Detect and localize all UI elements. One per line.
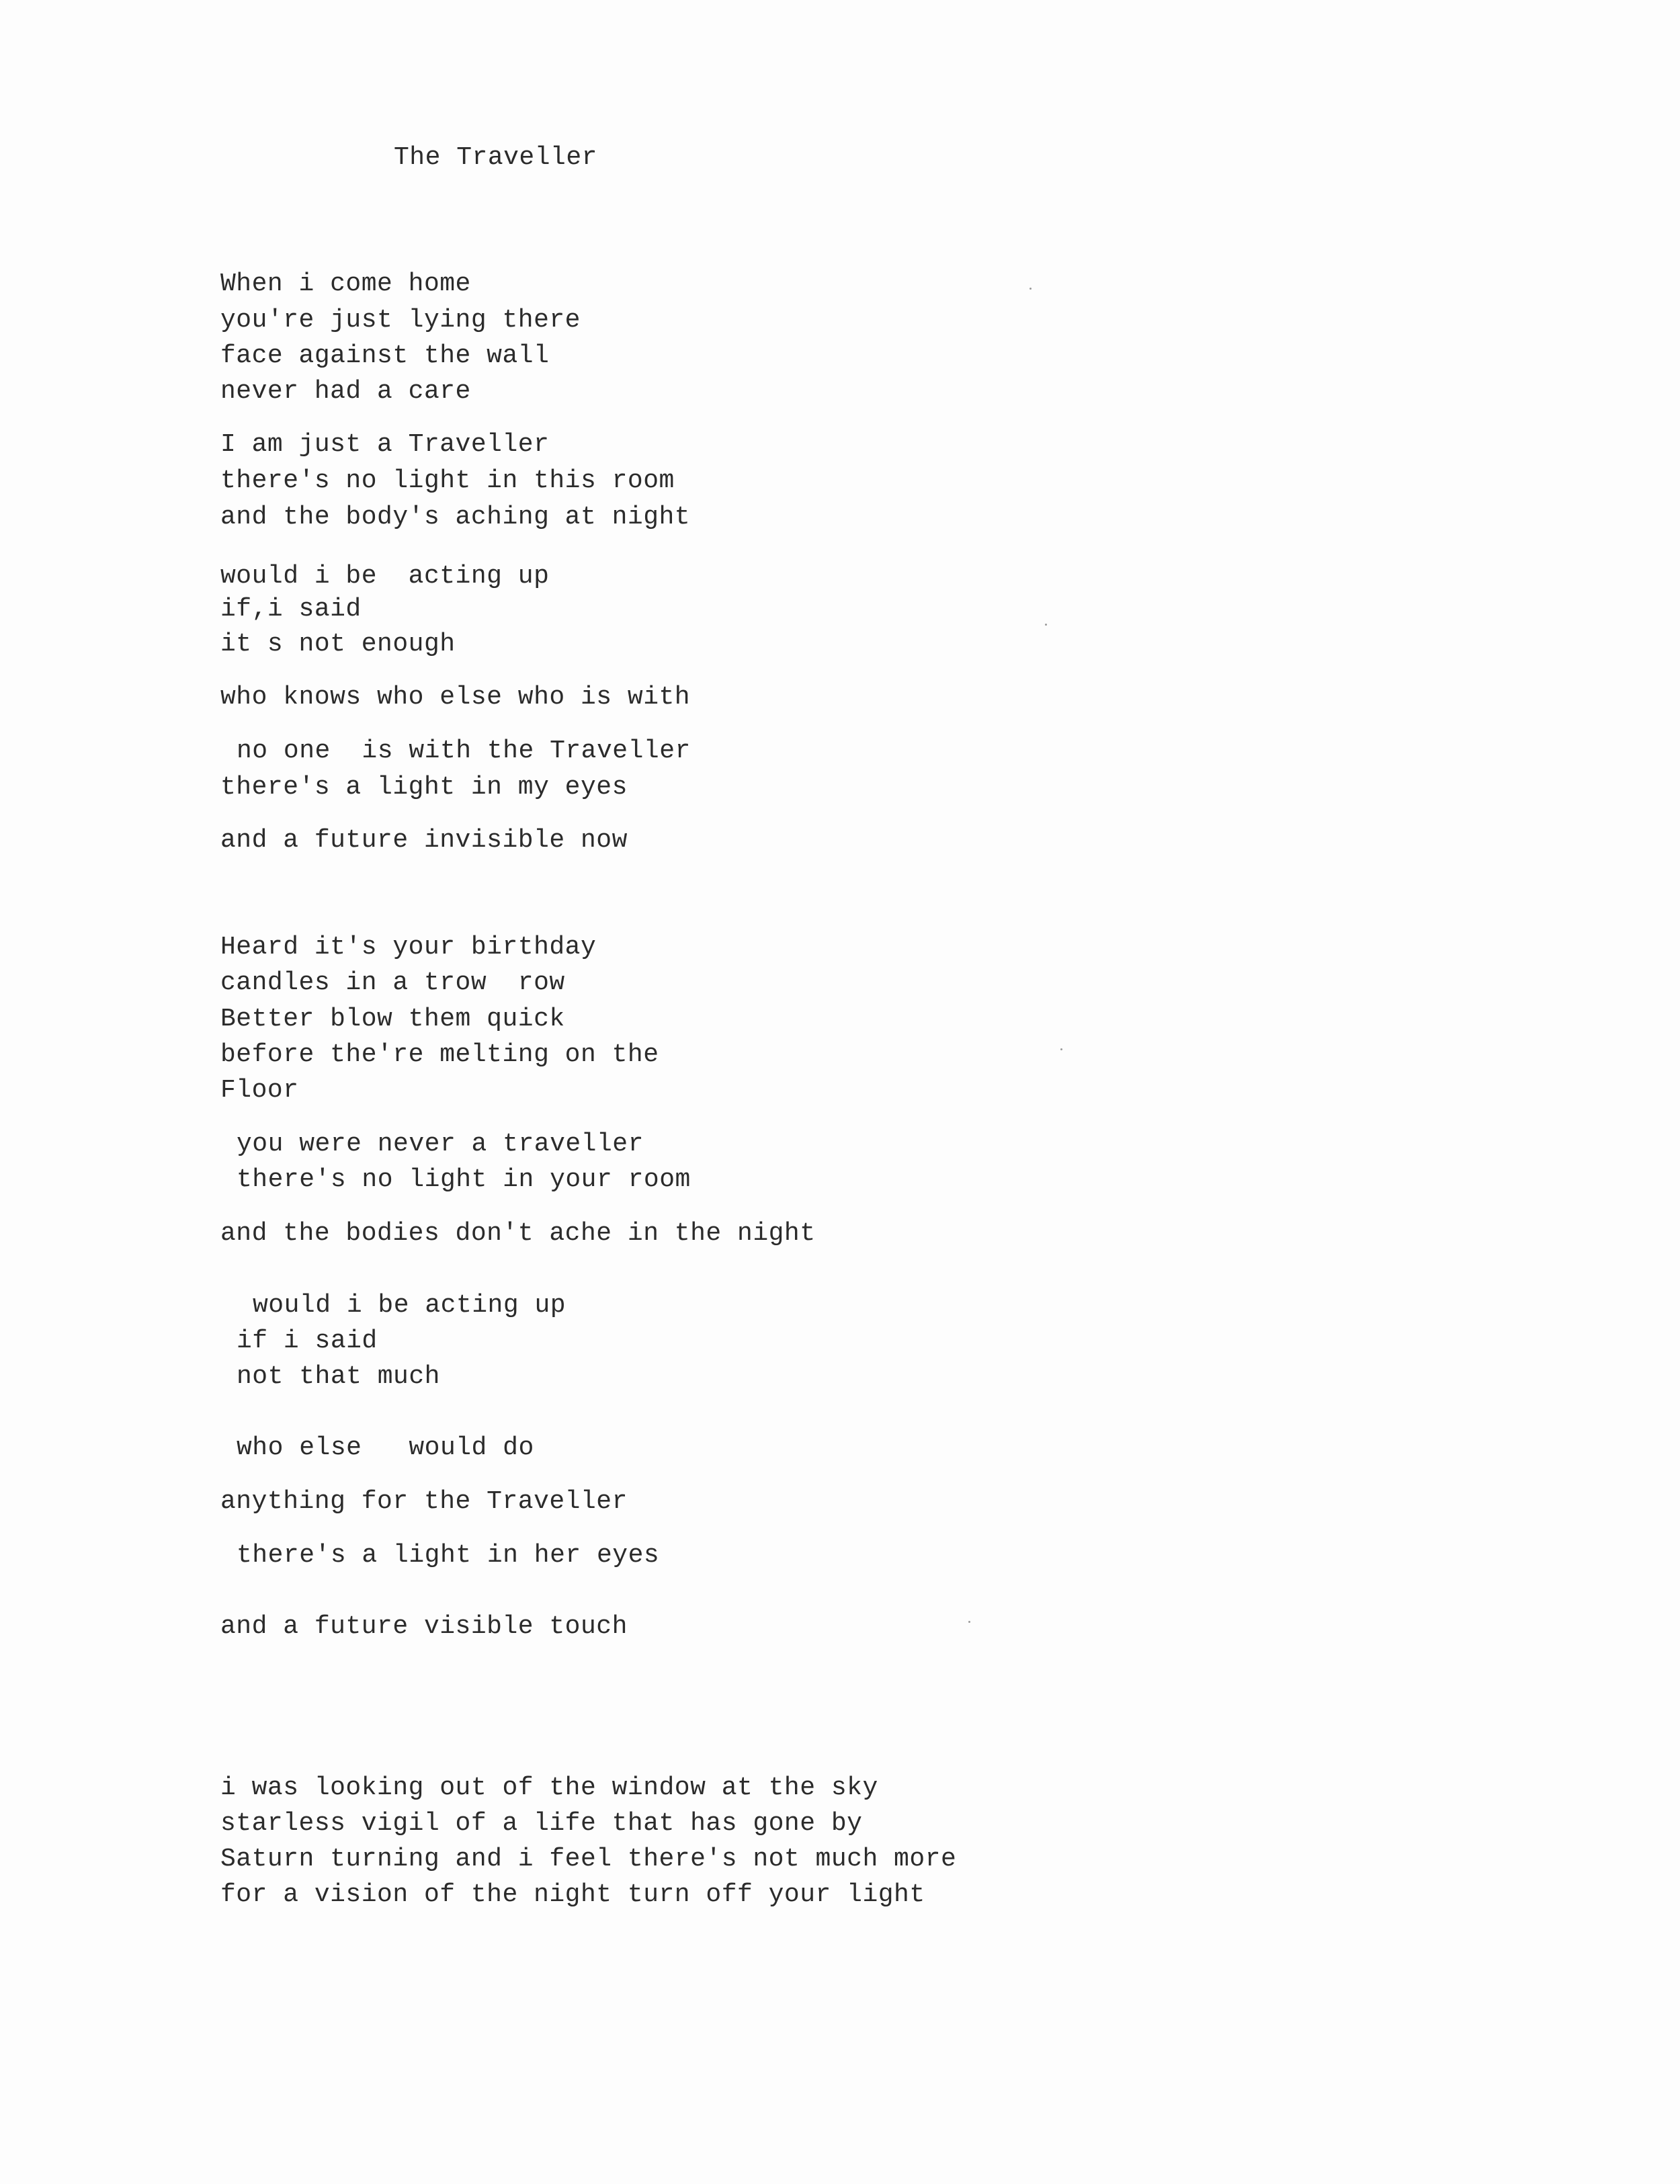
poem-line: anything for the Traveller [220,1487,628,1516]
poem-line: and a future visible touch [220,1612,628,1641]
poem-line: there's a light in her eyes [237,1541,660,1570]
poem-line: I am just a Traveller [220,430,550,459]
poem-line: Saturn turning and i feel there's not much more [220,1845,957,1874]
poem-line: never had a care [220,377,471,406]
paper-speck [1045,624,1047,626]
poem-title: The Traveller [394,143,597,172]
poem-line: there's a light in my eyes [220,773,628,802]
poem-line: before the're melting on the [220,1040,659,1069]
poem-line: it s not enough [220,630,456,659]
poem-line: and a future invisible now [220,826,628,855]
poem-line: candles in a trow row [220,968,565,997]
poem-line: who else would do [237,1433,534,1462]
poem-line: Heard it's your birthday [220,933,597,962]
poem-line: and the bodies don't ache in the night [220,1219,816,1248]
poem-line: there's no light in your room [237,1165,691,1194]
poem-line: would i be acting up [220,562,550,591]
poem-line: face against the wall [220,341,550,370]
poem-line: When i come home [220,269,471,298]
poem-line: Floor [220,1076,299,1105]
poem-line: you're just lying there [220,306,581,335]
poem-line: for a vision of the night turn off your light [220,1880,925,1909]
poem-line: who knows who else who is with [220,683,691,712]
poem-line: i was looking out of the window at the sky [220,1773,878,1802]
paper-speck [1030,288,1032,290]
poem-line: would i be acting up [253,1291,566,1320]
paper-speck [968,1621,970,1623]
poem-line: if,i said [220,595,362,624]
poem-line: starless vigil of a life that has gone by [220,1809,863,1838]
poem-line: Better blow them quick [220,1005,565,1034]
poem-line: you were never a traveller [237,1130,644,1159]
poem-line: not that much [237,1362,440,1391]
poem-line: if i said [237,1327,378,1355]
poem-line: no one is with the Traveller [237,737,691,765]
poem-line: and the body's aching at night [220,503,691,532]
poem-line: there's no light in this room [220,466,675,495]
paper-speck [1060,1048,1062,1050]
